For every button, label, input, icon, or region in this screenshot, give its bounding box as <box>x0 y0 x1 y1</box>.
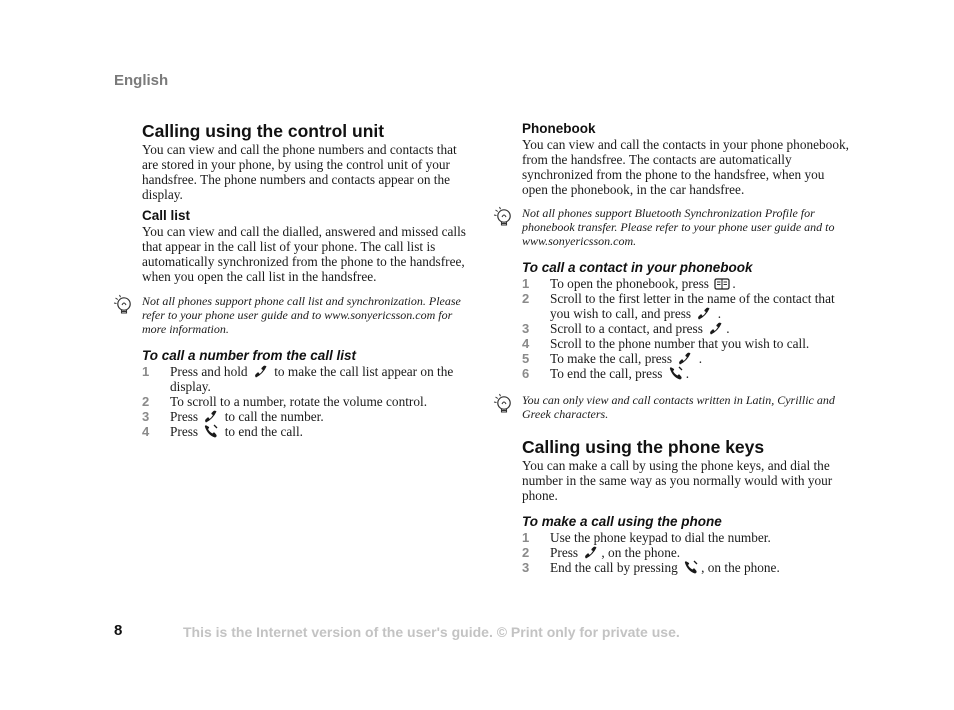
step-item <box>522 336 852 351</box>
language-label: English <box>114 72 169 89</box>
step-text-cont: to end the call. <box>224 424 304 439</box>
procedure-heading-phonebook: To call a contact in your phonebook <box>522 260 753 275</box>
call-handset-icon <box>708 321 724 336</box>
call-handset-icon <box>253 364 269 379</box>
step-text: To open the phonebook, press <box>550 276 709 291</box>
step-item <box>522 321 852 336</box>
step-text: Scroll to the first letter in the name of the contact that you wish to call, and press <box>550 291 835 321</box>
step-item <box>522 560 852 575</box>
step-number: 6 <box>522 366 530 381</box>
step-item <box>142 409 472 424</box>
page-number: 8 <box>114 622 123 639</box>
step-item <box>142 364 472 394</box>
step-number: 2 <box>142 394 150 409</box>
step-number: 1 <box>522 276 530 291</box>
left-column <box>142 120 472 439</box>
step-text: End the call by pressing <box>550 560 678 575</box>
step-text-cont: , on the phone. <box>601 545 681 560</box>
step-text: Scroll to a contact, and press <box>550 321 703 336</box>
step-text: Press <box>550 545 579 560</box>
end-call-handset-icon <box>683 560 699 575</box>
end-call-handset-icon <box>203 424 219 439</box>
step-number: 1 <box>142 364 150 379</box>
call-list-paragraph: You can view and call the dialled, answered and missed calls that appear in the call list of your phone. The call list is automatically synchronized from the phone to the handsfree, when you open the call list in the handsfree. <box>142 224 466 284</box>
step-text-cont: . <box>698 351 703 366</box>
phonebook-heading: Phonebook <box>522 121 596 136</box>
step-text-cont: to call the number. <box>224 409 324 424</box>
step-number: 3 <box>522 321 530 336</box>
note-text: Not all phones support phone call list and synchronization. Please refer to your phone user guide and to www.sonyericsson.com for more information. <box>142 294 461 336</box>
note-character-sets <box>522 393 852 421</box>
step-text: To end the call, press <box>550 366 663 381</box>
section-title-phone-keys: Calling using the phone keys <box>522 437 765 457</box>
lightbulb-note-icon <box>113 294 135 316</box>
step-text: Use the phone keypad to dial the number. <box>550 530 771 545</box>
section-title-control-unit: Calling using the control unit <box>142 121 385 141</box>
note-call-list <box>142 294 472 336</box>
step-number: 3 <box>522 560 530 575</box>
step-text-cont: . <box>685 366 690 381</box>
step-number: 2 <box>522 291 530 306</box>
step-item <box>522 530 852 545</box>
step-number: 5 <box>522 351 530 366</box>
call-handset-icon <box>696 306 712 321</box>
end-call-handset-icon <box>668 366 684 381</box>
step-text-cont: . <box>726 321 730 336</box>
step-item <box>522 366 852 381</box>
procedure-heading-phone-keys: To make a call using the phone <box>522 514 722 529</box>
step-item <box>522 545 852 560</box>
step-number: 4 <box>522 336 530 351</box>
step-text-cont: . <box>732 276 736 291</box>
note-text: Not all phones support Bluetooth Synchronization Profile for phonebook transfer. Please refer to your phone user guide and to www.sonyericsson.com. <box>522 206 835 248</box>
step-text-cont: , on the phone. <box>701 560 780 575</box>
step-item <box>522 291 852 321</box>
lightbulb-note-icon <box>493 393 515 415</box>
step-text-cont: to make the call list appear on the display. <box>170 364 454 394</box>
phone-keys-steps <box>522 530 852 575</box>
phonebook-icon <box>714 276 730 291</box>
step-text-cont: . <box>717 306 722 321</box>
call-handset-icon <box>583 545 599 560</box>
step-text: To scroll to a number, rotate the volume control. <box>170 394 428 409</box>
call-handset-icon <box>203 409 219 424</box>
call-list-heading: Call list <box>142 208 191 223</box>
step-number: 4 <box>142 424 150 439</box>
call-handset-icon <box>677 351 693 366</box>
phone-keys-paragraph: You can make a call by using the phone keys, and dial the number in the same way as you normally would with your phone. <box>522 458 833 503</box>
step-text: Press and hold <box>170 364 248 379</box>
note-text: You can only view and call contacts written in Latin, Cyrillic and Greek characters. <box>522 393 835 421</box>
right-column <box>522 120 852 575</box>
note-phonebook-sync <box>522 206 852 248</box>
step-number: 1 <box>522 530 530 545</box>
call-list-steps <box>142 364 472 439</box>
step-item <box>142 394 472 409</box>
step-item <box>142 424 472 439</box>
lightbulb-note-icon <box>493 206 515 228</box>
step-number: 3 <box>142 409 150 424</box>
step-item <box>522 351 852 366</box>
procedure-heading-call-list: To call a number from the call list <box>142 348 357 363</box>
phonebook-steps <box>522 276 852 381</box>
step-text: Press <box>170 424 199 439</box>
step-text: To make the call, press <box>550 351 673 366</box>
step-text: Scroll to the phone number that you wish to call. <box>550 336 810 351</box>
step-item <box>522 276 852 291</box>
intro-paragraph: You can view and call the phone numbers and contacts that are stored in your phone, by using the control unit of your handsfree. The phone numbers and contacts appear on the display. <box>142 142 457 202</box>
step-text: Press <box>170 409 199 424</box>
phonebook-paragraph: You can view and call the contacts in your phone phonebook, from the handsfree. The contacts are automatically synchronized from the phone to the handsfree, when you open the phonebook, in the car handsfree. <box>522 137 849 197</box>
step-number: 2 <box>522 545 530 560</box>
footer-notice: This is the Internet version of the user's guide. © Print only for private use. <box>183 624 680 640</box>
